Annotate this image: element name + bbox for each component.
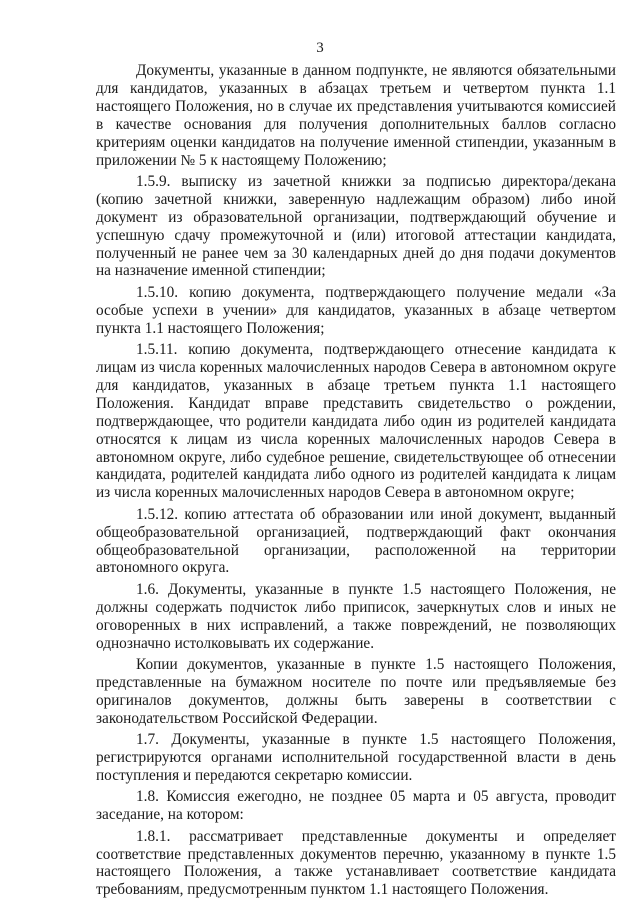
- paragraph-1-8: 1.8. Комиссия ежегодно, не позднее 05 марта и 05 августа, проводит заседание, на котором:: [96, 788, 616, 824]
- paragraph-1-5-10: 1.5.10. копию документа, подтверждающего получение медали «За особые успехи в учении» для кандидатов, указанных в абзаце четвертом пункта 1.1 настоящего Положения;: [96, 283, 616, 337]
- paragraph-documents-not-mandatory: Документы, указанные в данном подпункте, не являются обязательными для кандидатов, указанных в абзацах третьем и четвертом пункта 1.1 настоящего Положения, но в случае их представления учитываются комиссией в качестве основания для получения дополнительных баллов согласно критериям оценки кандидатов на получение именной стипендии, указанным в приложении № 5 к настоящему Положению;: [96, 62, 616, 169]
- paragraph-1-5-12: 1.5.12. копию аттестата об образовании или иной документ, выданный общеобразовательной организацией, подтверждающий факт окончания общеобразовательной организации, расположенной на территории автономного округа.: [96, 505, 616, 577]
- page-number: 3: [316, 40, 324, 56]
- document-body: [96, 62, 616, 903]
- paragraph-copies-of-documents: Копии документов, указанные в пункте 1.5 настоящего Положения, представленные на бумажном носителе по почте или предъявляемые без оригиналов документов, должны быть заверены в соответствии с законодательством Российской Федерации.: [96, 656, 616, 727]
- paragraph-1-5-11: 1.5.11. копию документа, подтверждающего отнесение кандидата к лицам из числа коренных малочисленных народов Севера в автономном округе для кандидатов, указанных в абзаце третьем пункта 1.1 настоящего Положения. Кандидат вправе представить свидетельство о рождении, подтверждающее, что родители кандидата либо один из родителей кандидата относятся к лицам из числа коренных малочисленных народов Севера в автономном округе, либо судебное решение, свидетельствующее об отнесении кандидата, родителей кандидата либо одного из родителей кандидата к лицам из числа коренных малочисленных народов Севера в автономном округе;: [96, 341, 616, 502]
- paragraph-1-8-1: 1.8.1. рассматривает представленные документы и определяет соответствие представленных документов перечню, указанному в пункте 1.5 настоящего Положения, а также устанавливает соответствие кандидата требованиям, предусмотренным пунктом 1.1 настоящего Положения.: [96, 827, 616, 899]
- paragraph-1-5-9: 1.5.9. выписку из зачетной книжки за подписью директора/декана (копию зачетной книжки, заверенную надлежащим образом) либо иной документ из образовательной организации, подтверждающий обучение и успешную сдачу промежуточной и (или) итоговой аттестации кандидата, полученный не ранее чем за 30 календарных дней до дня подачи документов на назначение именной стипендии;: [96, 172, 616, 280]
- paragraph-1-6: 1.6. Документы, указанные в пункте 1.5 настоящего Положения, не должны содержать подчисток либо приписок, зачеркнутых слов и иных не оговоренных в них исправлений, а также повреждений, не позволяющих однозначно истолковывать их содержание.: [96, 580, 616, 652]
- paragraph-1-7: 1.7. Документы, указанные в пункте 1.5 настоящего Положения, регистрируются органами исполнительной государственной власти в день поступления и передаются секретарю комиссии.: [96, 731, 616, 784]
